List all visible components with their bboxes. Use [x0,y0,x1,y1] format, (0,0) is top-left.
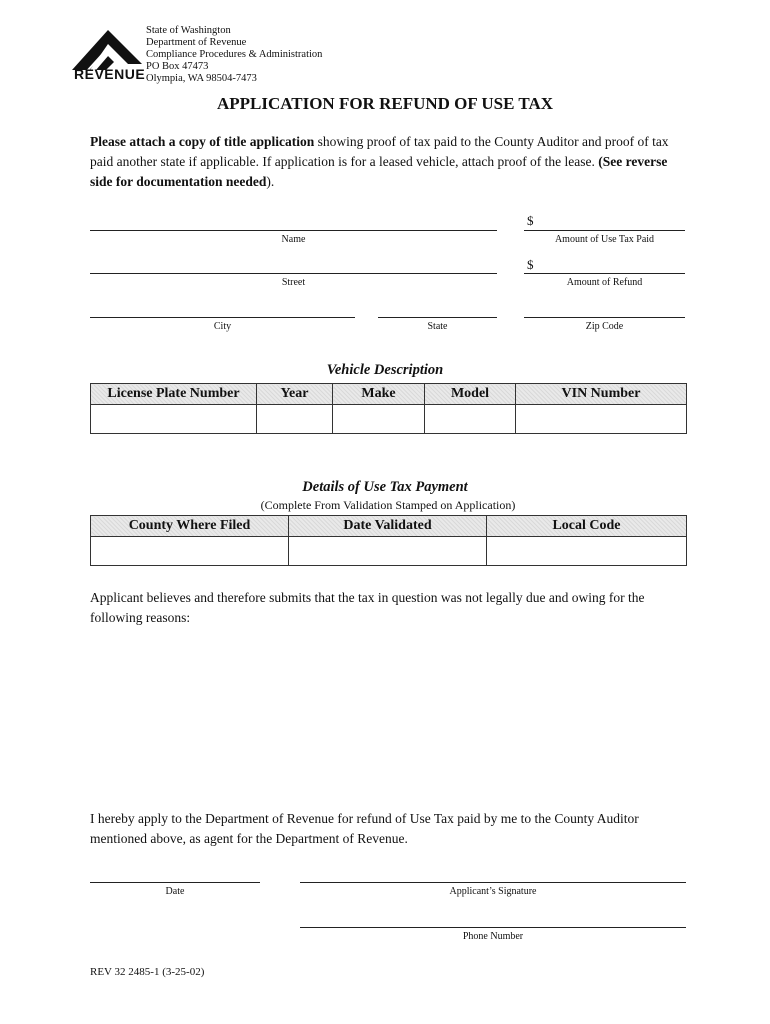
column-header: Model [425,384,516,405]
phone-field[interactable] [300,927,686,928]
signature-field[interactable] [300,882,686,883]
name-field[interactable] [90,230,497,231]
intro-end: ). [266,174,275,189]
vin-cell[interactable] [516,405,687,434]
date-validated-cell[interactable] [289,537,487,566]
zip-label: Zip Code [585,321,624,332]
payment-section-subtitle: (Complete From Validation Stamped on Application) [260,498,516,512]
table-header-row [91,384,687,405]
vehicle-section-title: Vehicle Description [326,362,444,378]
column-header: Local Code [487,516,687,537]
table-row [91,537,687,566]
intro-text: showing proof of tax paid to the County Auditor and proof of tax paid another state if applicable. If application is for a leased vehicle, attach proof of the lease. [90,134,669,169]
amount-refund-label: Amount of Refund [566,277,643,288]
address-line: Compliance Procedures & Administration [146,49,323,60]
address-line: Department of Revenue [146,37,247,48]
payment-table [90,515,687,566]
address-line: Olympia, WA 98504-7473 [146,73,257,84]
dollar-sign: $ [527,213,534,228]
intro-bold-lead: Please attach a copy of title application [90,134,315,149]
zip-field[interactable] [524,317,685,318]
column-header: Make [333,384,425,405]
local-code-cell[interactable] [487,537,687,566]
column-header: Year [257,384,333,405]
signature-label: Applicant’s Signature [449,886,537,897]
declaration-paragraph: I hereby apply to the Department of Revenue for refund of Use Tax paid by me to the County Auditor mentioned above, as agent for the Department of Revenue. [90,811,639,846]
intro-bold-tail: (See reverse side for documentation needed [90,154,668,189]
logo-text: REVENUE [74,66,146,82]
column-header: Date Validated [289,516,487,537]
name-label: Name [281,234,306,245]
year-cell[interactable] [257,405,333,434]
address-line: State of Washington [146,25,231,36]
model-cell[interactable] [425,405,516,434]
address-line: PO Box 47473 [146,61,209,72]
column-header: License Plate Number [91,384,257,405]
make-cell[interactable] [333,405,425,434]
state-field[interactable] [378,317,497,318]
dollar-sign: $ [527,257,534,272]
reasons-paragraph: Applicant believes and therefore submits that the tax in question was not legally due and owing for the following reasons: [90,590,645,625]
license-plate-cell[interactable] [91,405,257,434]
payment-section-title: Details of Use Tax Payment [302,479,468,495]
table-header-row [91,516,687,537]
phone-label: Phone Number [462,931,524,942]
date-field[interactable] [90,882,260,883]
column-header: County Where Filed [91,516,289,537]
county-cell[interactable] [91,537,289,566]
street-label: Street [281,277,306,288]
intro-paragraph [90,132,690,192]
address-block [146,25,322,85]
city-label: City [213,321,232,332]
form-number: REV 32 2485-1 (3-25-02) [90,966,205,978]
city-field[interactable] [90,317,355,318]
reasons-area[interactable] [90,632,686,802]
page-title: APPLICATION FOR REFUND OF USE TAX [216,94,554,113]
street-field[interactable] [90,273,497,274]
revenue-logo [68,26,146,84]
date-label: Date [165,886,185,897]
amount-paid-label: Amount of Use Tax Paid [554,234,655,245]
amount-refund-field[interactable] [524,273,685,274]
column-header: VIN Number [516,384,687,405]
table-row [91,405,687,434]
amount-paid-field[interactable] [524,230,685,231]
vehicle-table [90,383,687,434]
state-label: State [427,321,448,332]
